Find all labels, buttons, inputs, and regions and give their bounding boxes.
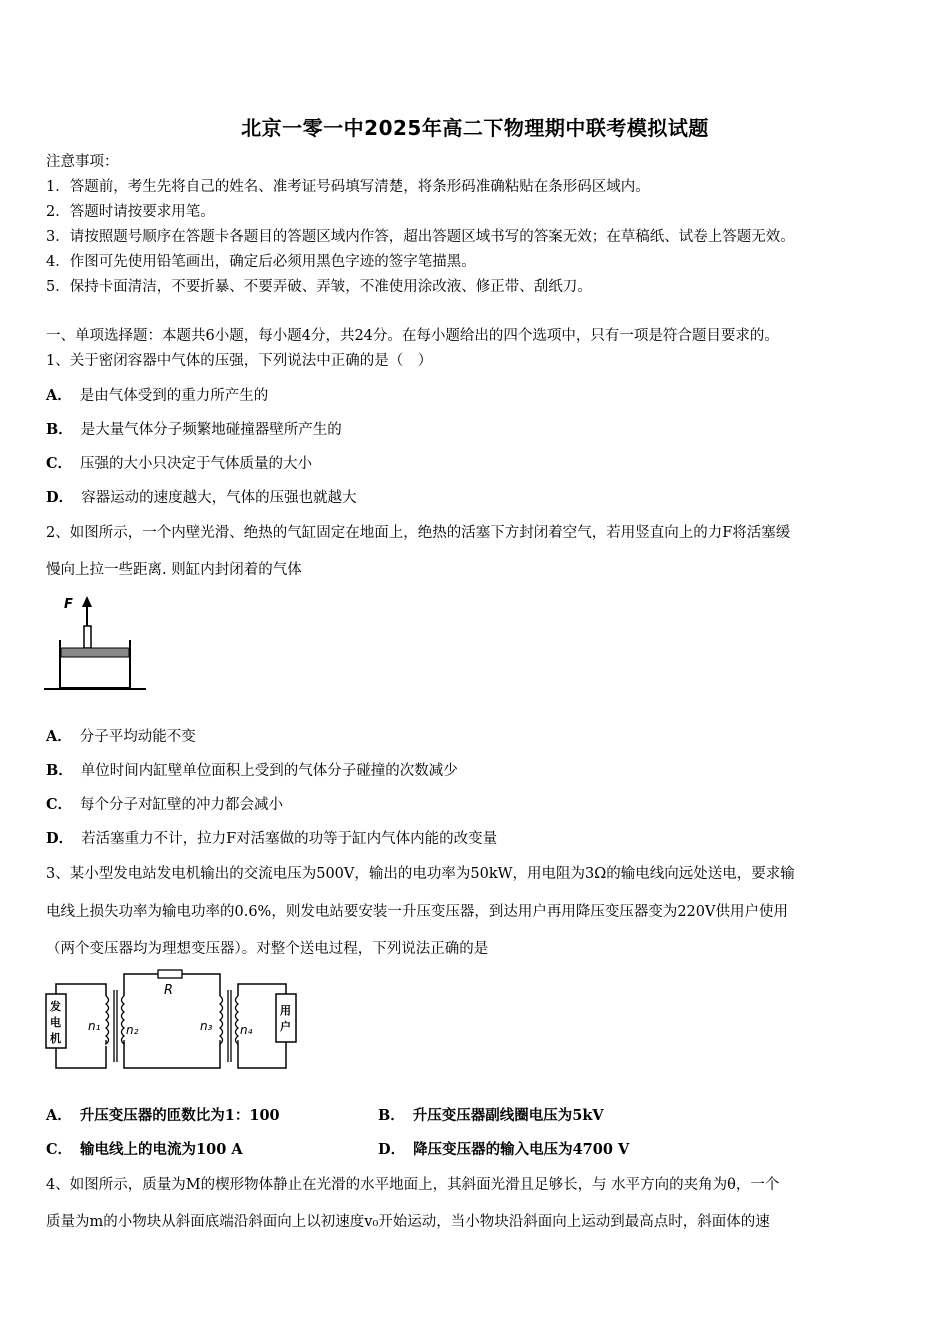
q3-option-b-label: B． — [378, 1107, 405, 1124]
notice-item-5: 5．保持卡面清洁，不要折暴、不要弄破、弄皱，不准使用涂改液、修正带、刮纸刀。 — [46, 279, 592, 295]
q4-stem-line1: 4、如图所示，质量为M的楔形物体静止在光滑的水平地面上，其斜面光滑且足够长，与 水平方向的夹角为θ，一个 — [46, 1177, 780, 1193]
n3-label: n₃ — [200, 1019, 213, 1033]
q3-option-d — [378, 1140, 629, 1160]
piston — [61, 648, 129, 657]
section-heading: 一、单项选择题：本题共6小题，每小题4分，共24分。在每小题给出的四个选项中，只有一项是符合题目要求的。 — [46, 328, 779, 344]
q3-option-b-text: 升压变压器副线圈电压为5kV — [412, 1107, 604, 1124]
q2-option-b-label: B． — [46, 762, 73, 779]
notice-item-1: 1．答题前，考生先将自己的姓名、准考证号码填写清楚，将条形码准确粘贴在条形码区域内。 — [46, 179, 650, 195]
q3-option-c-text: 输电线上的电流为100 A — [80, 1141, 243, 1158]
notice-item-4: 4．作图可先使用铅笔画出，确定后必须用黑色字迹的签字笔描黑。 — [46, 254, 476, 270]
user-box — [276, 994, 296, 1042]
q2-stem-line1: 2、如图所示，一个内壁光滑、绝热的气缸固定在地面上，绝热的活塞下方封闭着空气，若用竖直向上的力F将活塞缓 — [46, 525, 791, 541]
n4-label: n₄ — [240, 1023, 253, 1037]
generator-label-3: 机 — [50, 1032, 61, 1045]
force-label: F — [64, 597, 73, 612]
q2-option-c-text: 每个分子对缸壁的冲力都会减小 — [80, 797, 284, 813]
resistor-r — [158, 970, 182, 978]
user-label-1: 用 — [280, 1004, 291, 1017]
user-label-2: 户 — [280, 1020, 291, 1033]
q1-stem: 1、关于密闭容器中气体的压强，下列说法中正确的是（ ） — [46, 353, 433, 369]
q1-option-a-label: A． — [46, 387, 72, 404]
cylinder-wall — [60, 640, 130, 688]
q3-stem-line2: 电线上损失功率为输电功率的0.6%，则发电站要安装一升压变压器，到达用户再用降压变压器变为220V供用户使用 — [46, 904, 788, 920]
notice-item-2: 2．答题时请按要求用笔。 — [46, 204, 215, 220]
piston-rod — [84, 626, 91, 648]
q1-option-b — [46, 420, 342, 440]
q1-option-d-text: 容器运动的速度越大，气体的压强也就越大 — [81, 490, 357, 506]
resistor-label: R — [164, 983, 174, 998]
q4-stem-line2: 质量为m的小物块从斜面底端沿斜面向上以初速度v₀开始运动，当小物块沿斜面向上运动到最高点时，斜面体的速 — [46, 1214, 770, 1230]
q1-option-d — [46, 488, 357, 508]
q2-option-d-label: D． — [46, 830, 74, 847]
notice-item-3: 3．请按照题号顺序在答题卡各题目的答题区域内作答，超出答题区域书写的答案无效；在草稿纸、试卷上答题无效。 — [46, 229, 795, 245]
cylinder-figure — [40, 592, 150, 694]
q3-option-a-text: 升压变压器的匝数比为1：100 — [79, 1107, 280, 1124]
q3-option-d-label: D． — [378, 1141, 406, 1158]
q2-option-a — [46, 727, 196, 747]
q2-option-b-text: 单位时间内缸壁单位面积上受到的气体分子碰撞的次数减少 — [80, 763, 458, 779]
q2-option-a-label: A． — [46, 728, 72, 745]
force-arrow-head — [82, 596, 92, 607]
q2-option-c-label: C． — [46, 796, 73, 813]
n2-label: n₂ — [126, 1023, 139, 1037]
q1-option-c-label: C． — [46, 455, 73, 472]
page-title: 北京一零一中2025年高二下物理期中联考模拟试题 — [241, 116, 709, 140]
q3-stem-line3: （两个变压器均为理想变压器）。对整个送电过程，下列说法正确的是 — [46, 941, 489, 957]
line-bottom — [124, 1042, 220, 1068]
secondary-wire-bottom — [238, 1042, 286, 1068]
generator-label-2: 电 — [50, 1016, 61, 1029]
q1-option-c — [46, 454, 312, 474]
coil-n2 — [122, 996, 125, 1044]
generator-label-1: 发 — [50, 1000, 61, 1013]
q1-option-b-text: 是大量气体分子频繁地碰撞器壁所产生的 — [80, 422, 342, 438]
n1-label: n₁ — [88, 1019, 101, 1033]
q3-option-a-label: A． — [46, 1107, 72, 1124]
coil-n1 — [106, 996, 109, 1044]
q2-option-c — [46, 795, 283, 815]
q3-option-c-label: C． — [46, 1141, 73, 1158]
line-top-left — [124, 974, 158, 996]
q3-option-c — [46, 1140, 243, 1160]
q3-option-b — [378, 1106, 604, 1126]
q2-option-a-text: 分子平均动能不变 — [79, 729, 196, 745]
line-top-right — [182, 974, 220, 996]
transmission-circuit-figure — [40, 966, 320, 1076]
q3-option-a — [46, 1106, 280, 1126]
q1-option-a — [46, 386, 268, 406]
q3-stem-line1: 3、某小型发电站发电机输出的交流电压为500V，输出的电功率为50kW，用电阻为3Ω的输电线向远处送电，要求输 — [46, 866, 795, 882]
q1-option-c-text: 压强的大小只决定于气体质量的大小 — [80, 456, 313, 472]
q1-option-d-label: D． — [46, 489, 74, 506]
q1-option-a-text: 是由气体受到的重力所产生的 — [79, 388, 269, 404]
notice-heading: 注意事项： — [46, 154, 119, 170]
q2-option-d — [46, 829, 497, 849]
q3-option-d-text: 降压变压器的输入电压为4700 V — [413, 1141, 630, 1158]
coil-n4 — [236, 996, 239, 1044]
q2-stem-line2: 慢向上拉一些距离. 则缸内封闭着的气体 — [46, 562, 302, 578]
primary-wire-bottom — [56, 1046, 106, 1068]
q2-option-b — [46, 761, 458, 781]
q1-option-b-label: B． — [46, 421, 73, 438]
q2-option-d-text: 若活塞重力不计，拉力F对活塞做的功等于缸内气体内能的改变量 — [81, 831, 498, 847]
coil-n3 — [220, 996, 223, 1044]
